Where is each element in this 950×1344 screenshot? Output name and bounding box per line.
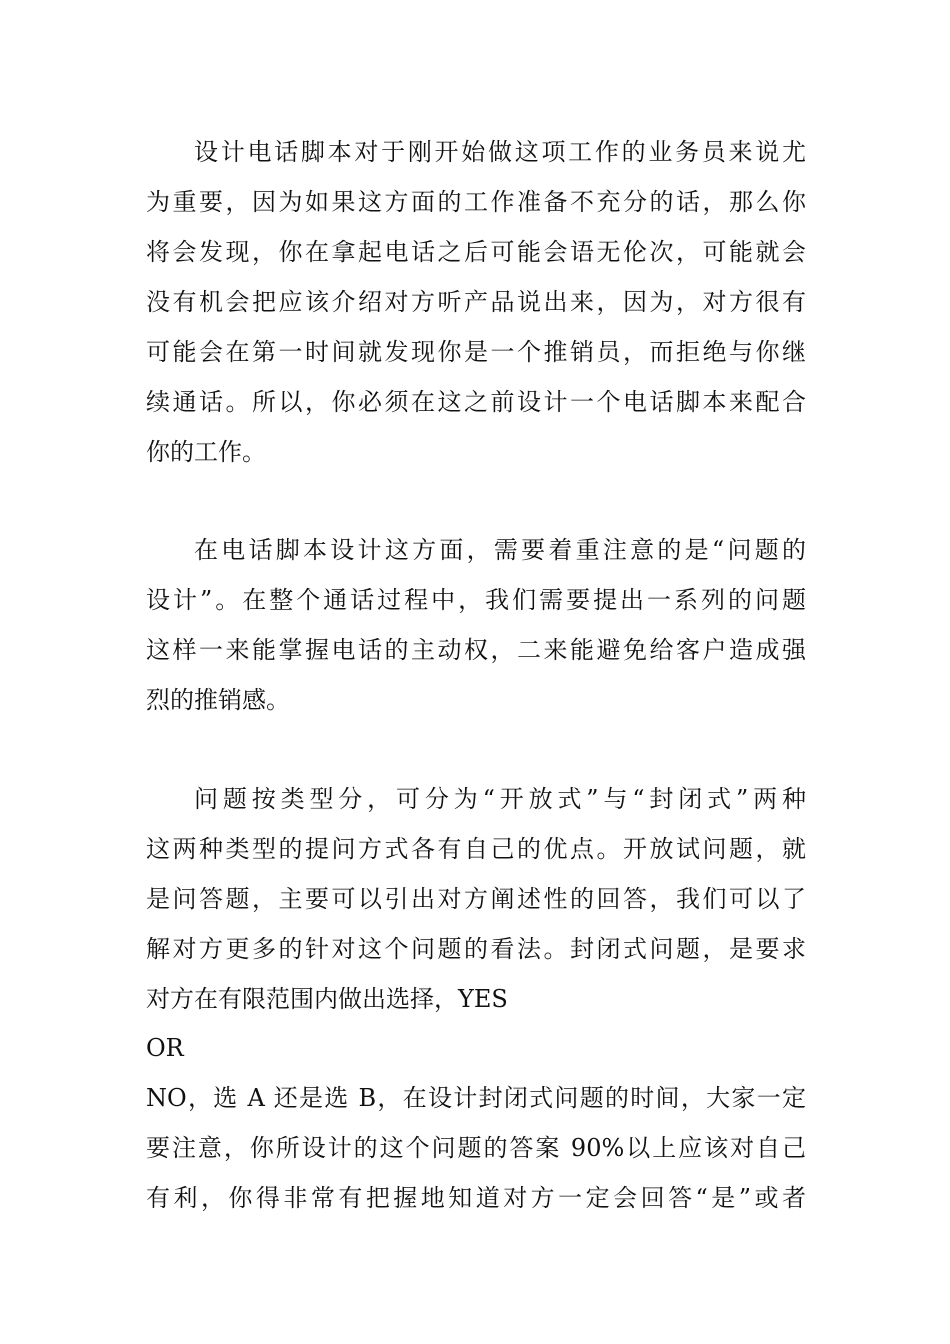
paragraph-line: 对方在有限范围内做出选择，YES <box>146 985 508 1013</box>
paragraph-line: 将会发现，你在拿起电话之后可能会语无伦次，可能就会 <box>146 238 806 266</box>
paragraph-line: 在电话脚本设计这方面，需要着重注意的是“问题的 <box>194 536 806 564</box>
paragraph-line: OR <box>146 1034 184 1062</box>
paragraph-line: 设计”。在整个通话过程中，我们需要提出一系列的问题 <box>146 586 806 614</box>
paragraph-line: 你的工作。 <box>146 438 266 466</box>
paragraph-line: 为重要，因为如果这方面的工作准备不充分的话，那么你 <box>146 188 806 216</box>
paragraph-line: 这两种类型的提问方式各有自己的优点。开放试问题，就 <box>146 835 806 863</box>
paragraph-line: 是问答题，主要可以引出对方阐述性的回答，我们可以了 <box>146 885 806 913</box>
paragraph-line: 要注意，你所设计的这个问题的答案 90%以上应该对自己 <box>146 1134 806 1162</box>
paragraph-line: 烈的推销感。 <box>146 686 290 714</box>
paragraph-line: 问题按类型分，可分为“开放式”与“封闭式”两种 <box>194 785 806 813</box>
paragraph-line: 续通话。所以，你必须在这之前设计一个电话脚本来配合 <box>146 388 806 416</box>
paragraph-line: 设计电话脚本对于刚开始做这项工作的业务员来说尤 <box>194 138 806 166</box>
paragraph-line: 有利，你得非常有把握地知道对方一定会回答“是”或者 <box>146 1184 806 1212</box>
paragraph-line: 可能会在第一时间就发现你是一个推销员，而拒绝与你继 <box>146 338 806 366</box>
paragraph-line: 解对方更多的针对这个问题的看法。封闭式问题，是要求 <box>146 935 806 963</box>
paragraph-line: 这样一来能掌握电话的主动权，二来能避免给客户造成强 <box>146 636 806 664</box>
paragraph-line: 没有机会把应该介绍对方听产品说出来，因为，对方很有 <box>146 288 806 316</box>
paragraph-line: NO，选 A 还是选 B，在设计封闭式问题的时间，大家一定 <box>146 1084 806 1112</box>
